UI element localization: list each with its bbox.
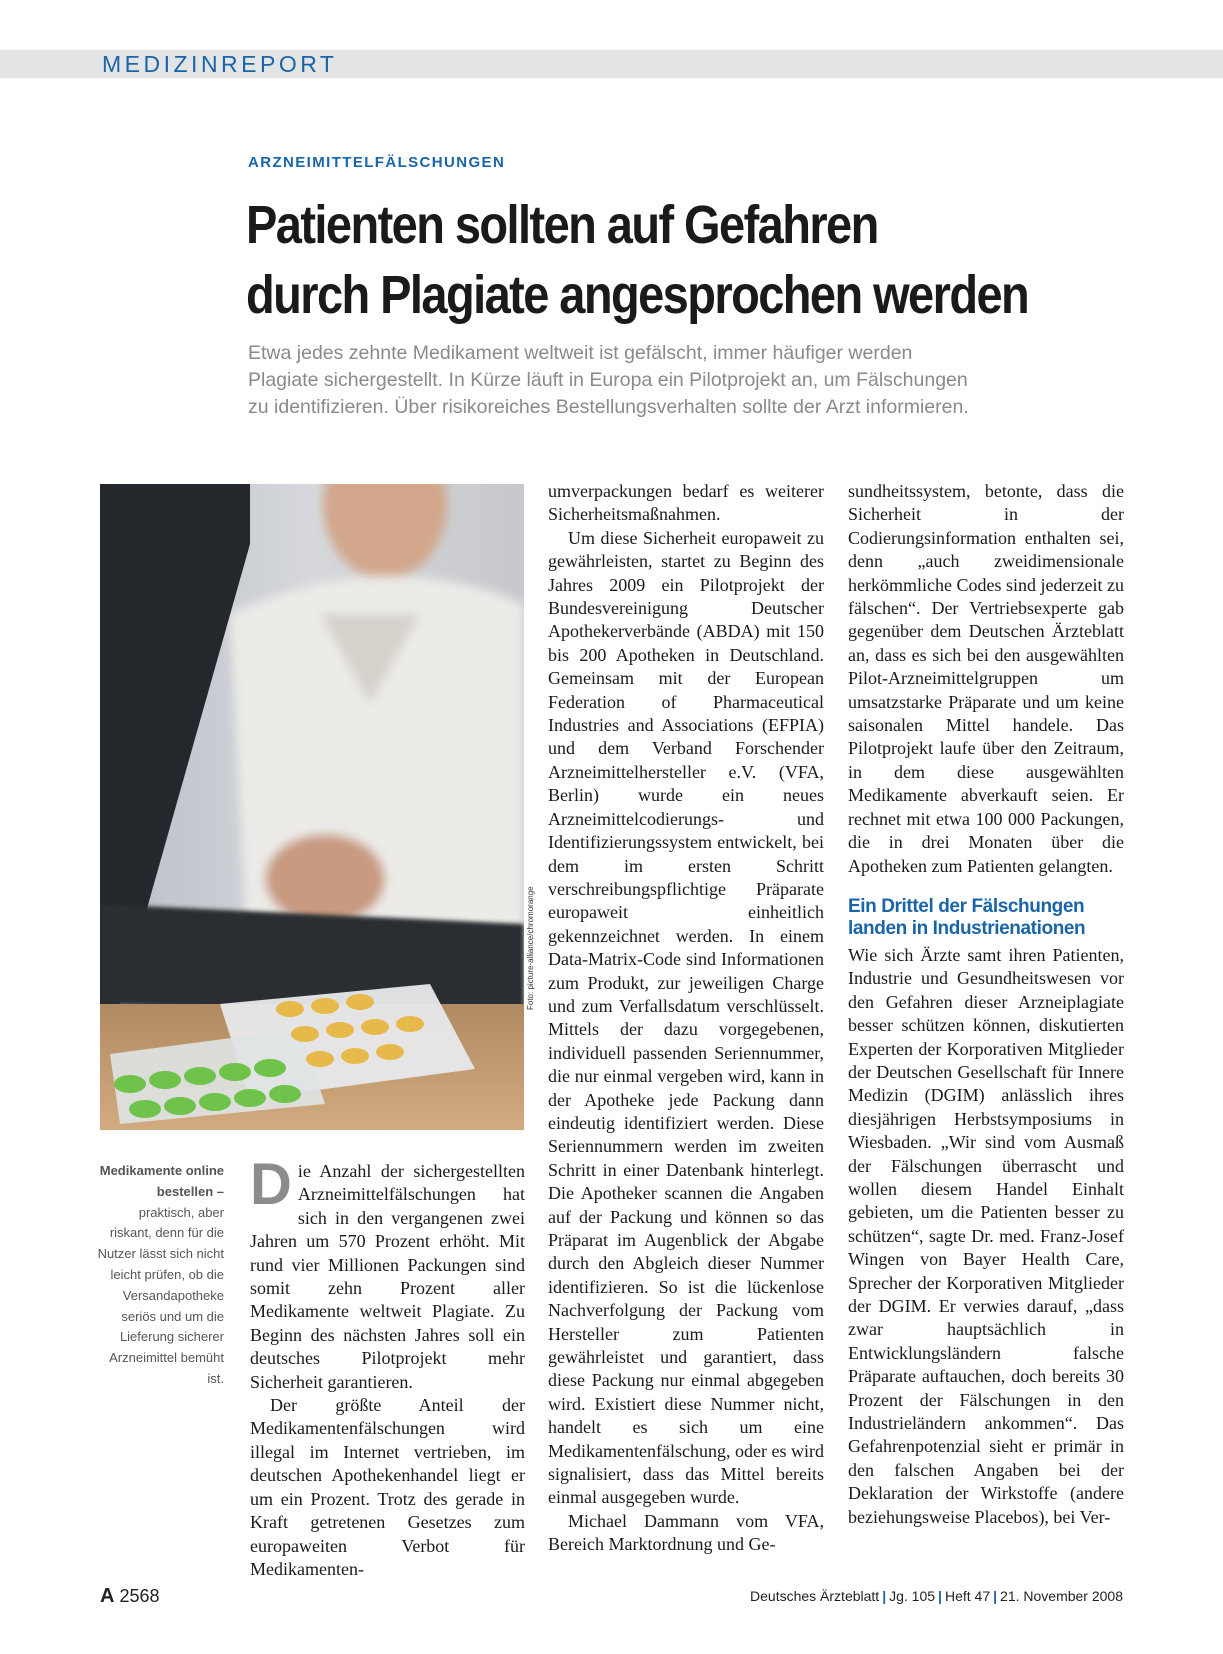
photo-credit: Foto: picture-alliance/chromorange [526,886,535,1010]
footer-separator: | [938,1588,942,1604]
body-paragraph: Michael Dammann vom VFA, Bereich Marktordnung und Ge- [548,1510,824,1555]
article-photo [100,484,524,1130]
footer-separator: | [882,1588,887,1604]
body-paragraph: Der größte Anteil der Medikamentenfälschungen wird illegal im Internet vertrieben, im deutschen Apothekenhandel liegt er um ein Prozent. Trotz des gerade in Kraft getretenen Gesetzes zum europaweiten Verbot für Medikamenten- [250,1395,525,1579]
page-number [100,1585,160,1608]
page-number-value: 2568 [119,1586,160,1606]
caption-text: praktisch, aber riskant, denn für die Nutzer lässt sich nicht leicht prüfen, ob die Versandapotheke seriös und um die Lieferung sicherer Arzneimittel bemüht ist. [97,1204,224,1386]
body-column-3 [848,480,1124,1529]
footer-separator: | [993,1588,998,1604]
journal-name: Deutsches Ärzteblatt [750,1588,880,1604]
headline-line-1: Patienten sollten auf Gefahren [246,195,878,255]
headline-line-2: durch Plagiate angesprochen werden [246,265,1029,325]
deck-line-1: Etwa jedes zehnte Medikament weltweit ist gefälscht, immer häufiger werden [248,342,913,364]
journal-footer [750,1588,1123,1604]
body-paragraph: Um diese Sicherheit europaweit zu gewährleisten, startet zu Beginn des Jahres 2009 ein Pilotprojekt der Bundesvereinigung Deutscher Apothekerverbände (ABDA) mit 150 bis 200 Apotheken in Deutschland. Gemeinsam mit der European Federation of Pharmaceutical Industries and Associations (EFPIA) und dem Verband Forschender Arzneimittelhersteller e.V. (VFA, Berlin) wurde ein neues Arzneimittelcodierungs- und Identifizierungssystem entwickelt, bei dem im ersten Schritt verschreibungspflichtige Präparate europaweit einheitlich gekennzeichnet werden. In einem Data-Matrix-Code sind Informationen zum Produkt, zur jeweiligen Charge und zum Verfallsdatum verschlüsselt. Mittels der dazu vorgegebenen, individuell passenden Seriennummer, die nur einmal vergeben wird, kann in der Apotheke jede Packung dann eindeutig identifiziert werden. Diese Seriennummern werden im zweiten Schritt in einer Datenbank hinterlegt. Die Apotheker scannen die Angaben auf der Packung und können so das Präparat im Augenblick der Abgabe durch den Abgleich dieser Nummer identifizieren. So ist die lückenlose Nachverfolgung der Packung vom Hersteller zum Patienten gewährleistet und garantiert, dass diese Packung nur einmal abgegeben wird. Existiert diese Nummer nicht, handelt es sich um eine Medikamentenfälschung, oder es wird signalisiert, dass das Mittel bereits einmal ausgegeben wurde. [548,527,824,1508]
body-paragraph: umverpackungen bedarf es weiterer Sicherheitsmaßnahmen. [548,481,824,525]
photo-caption [96,1161,224,1390]
article-kicker: ARZNEIMITTELFÄLSCHUNGEN [248,154,506,171]
body-column-1 [250,1152,525,1581]
body-column-2 [548,480,824,1557]
journal-date: 21. November 2008 [1000,1588,1123,1604]
journal-issue: Heft 47 [944,1588,991,1604]
article-deck [248,340,1128,421]
section-subheading: Ein Drittel der Fälschungen landen in Industrienationen [848,895,1086,939]
deck-line-3: zu identifizieren. Über risikoreiches Bestellungsverhalten sollte der Arzt informieren. [248,396,969,418]
body-paragraph: ie Anzahl der sichergestellten Arzneimittelfälschungen hat sich in den vergangenen zwei Jahren um 570 Prozent erhöht. Mit rund vier Millionen Packungen sind somit zehn Prozent aller Medikamente weltweit Plagiate. Zu Beginn des nächsten Jahres soll ein deutsches Pilotprojekt mehr Sicherheit garantieren. [250,1161,525,1392]
article-headline [246,190,1081,330]
page-prefix: A [100,1585,115,1607]
dropcap: D [250,1152,292,1217]
deck-line-2: Plagiate sichergestellt. In Kürze läuft in Europa ein Pilotprojekt an, um Fälschungen [248,369,968,391]
section-label: MEDIZINREPORT [102,51,338,77]
caption-title: Medikamente online bestellen – [99,1163,224,1199]
photo-illustration [100,484,524,1130]
journal-volume: Jg. 105 [889,1588,936,1604]
body-paragraph: sundheitssystem, betonte, dass die Sicherheit in der Codierungsinformation enthalten sei, denn „auch zweidimensionale herkömmliche Codes sind jederzeit zu fälschen“. Der Vertriebsexperte gab gegenüber dem Deutschen Ärzteblatt an, dass es sich bei den ausgewählten Pilot-Arzneimittelgruppen um umsatzstarke Präparate und um keine saisonalen Mittel handele. Das Pilotprojekt laufe über den Zeitraum, in dem diese ausgewählten Medikamente abverkauft seien. Er rechnet mit etwa 100 000 Packungen, die in drei Monaten über die Apotheken zum Patienten gelangten. [848,481,1124,876]
body-paragraph: Wie sich Ärzte samt ihren Patienten, Industrie und Gesundheitswesen vor den Gefahren dieser Arzneiplagiate besser schützen können, diskutierten Experten der Korporativen Mitglieder der Deutschen Gesellschaft für Innere Medizin (DGIM) anlässlich ihres diesjährigen Herbstsymposiums in Wiesbaden. „Wir sind vom Ausmaß der Fälschungen überrascht und wollen diesem Handel Einhalt gebieten, um die Patienten besser zu schützen“, sagte Dr. med. Franz-Josef Wingen von Bayer Health Care, Sprecher der Korporativen Mitglieder der DGIM. Er verwies darauf, „dass zwar hauptsächlich in Entwicklungsländern falsche Präparate auftauchen, doch bereits 30 Prozent der Fälschungen in den Industrieländern ankommen“. Das Gefahrenpotenzial sieht er primär in den falschen Angaben bei der Deklaration der Wirkstoffe (andere beziehungsweise Placebos), bei Ver- [848,944,1124,1527]
